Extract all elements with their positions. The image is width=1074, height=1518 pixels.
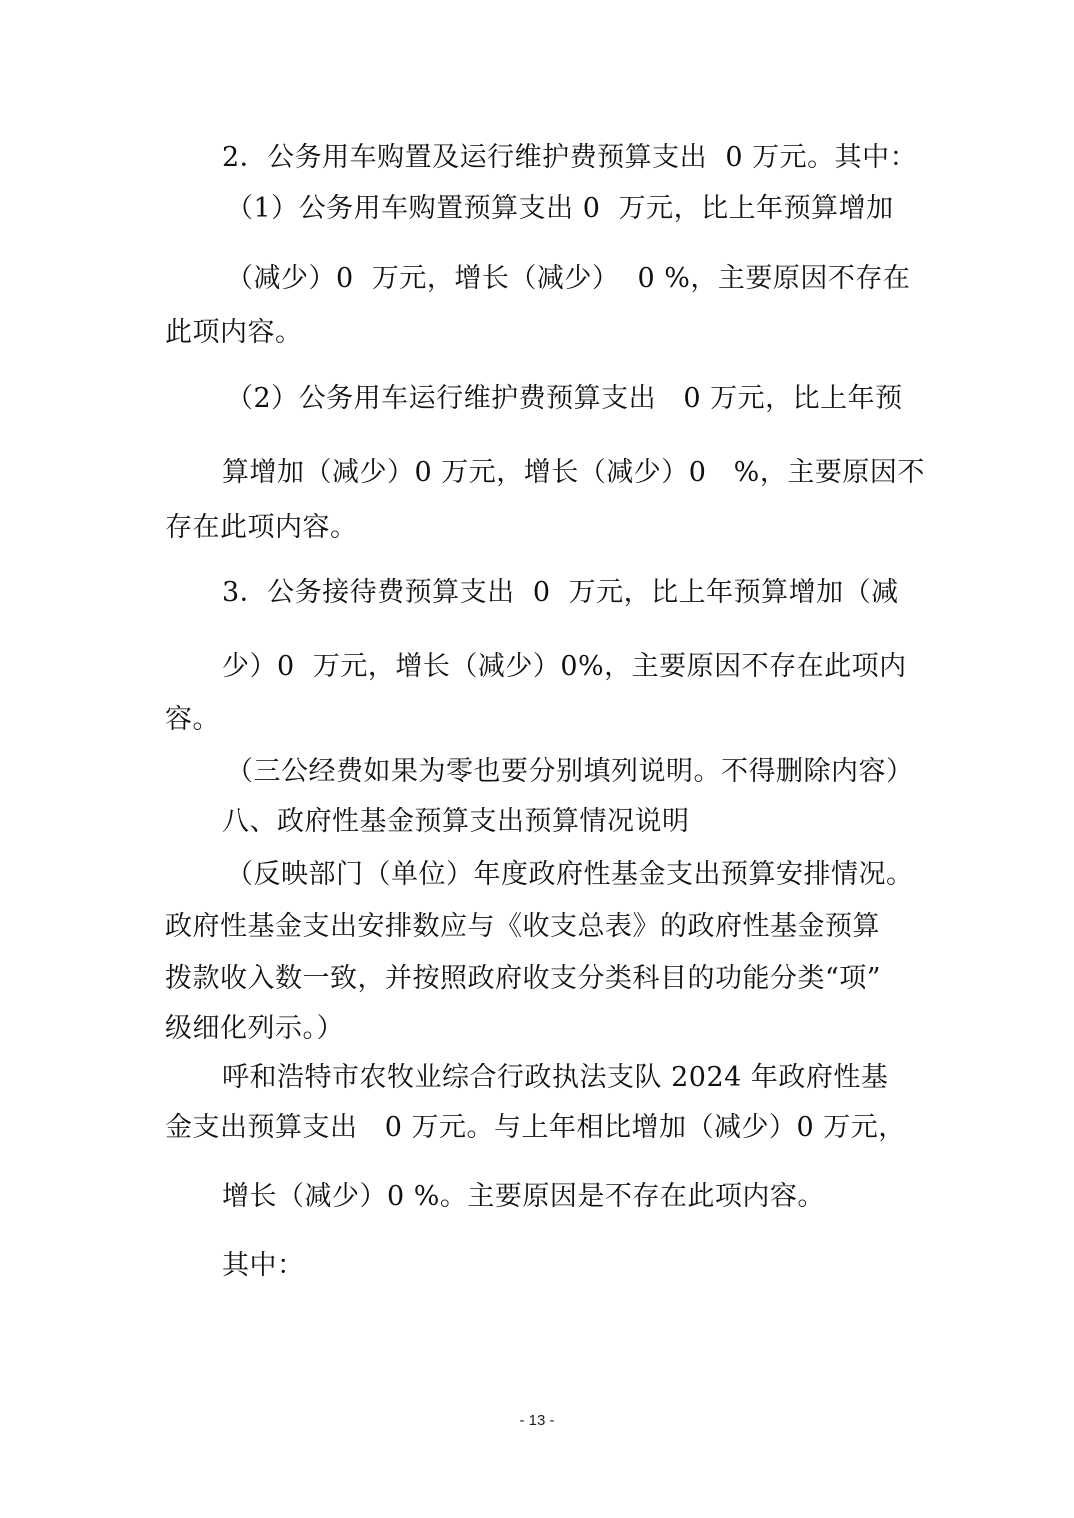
text-line: 政府性基金支出安排数应与《收支总表》的政府性基金预算: [165, 911, 880, 942]
text-line: 少）0 万元，增长（减少）0%，主要原因不存在此项内: [222, 651, 907, 682]
text-line: 金支出预算支出 0 万元。与上年相比增加（减少）0 万元，: [165, 1112, 906, 1143]
text-line: （2）公务用车运行维护费预算支出 0 万元，比上年预: [226, 383, 903, 414]
text-line: 3．公务接待费预算支出 0 万元，比上年预算增加（减: [222, 577, 899, 608]
text-line: 拨款收入数一致，并按照政府收支分类科目的功能分类“项”: [165, 963, 882, 994]
text-line: （减少）0 万元，增长（减少） 0 %，主要原因不存在: [226, 263, 911, 294]
text-line: 级细化列示。）: [165, 1013, 344, 1044]
section-heading: 八、政府性基金预算支出预算情况说明: [222, 806, 690, 837]
text-line: 算增加（减少）0 万元，增长（减少）0 %，主要原因不: [222, 457, 925, 488]
text-line: 2．公务用车购置及运行维护费预算支出 0 万元。其中：: [222, 142, 918, 173]
text-line: （反映部门（单位）年度政府性基金支出预算安排情况。: [226, 859, 914, 890]
page-number: - 13 -: [519, 1412, 555, 1429]
text-line: （三公经费如果为零也要分别填列说明。不得删除内容）: [226, 756, 914, 787]
text-line: 存在此项内容。: [165, 512, 358, 543]
text-line: 此项内容。: [165, 317, 303, 348]
text-line: （1）公务用车购置预算支出 0 万元，比上年预算增加: [226, 193, 894, 224]
text-line: 增长（减少）0 %。主要原因是不存在此项内容。: [222, 1181, 825, 1212]
text-line: 容。: [165, 704, 220, 735]
text-line: 其中：: [222, 1250, 305, 1281]
text-line: 呼和浩特市农牧业综合行政执法支队 2024 年政府性基: [222, 1062, 889, 1093]
